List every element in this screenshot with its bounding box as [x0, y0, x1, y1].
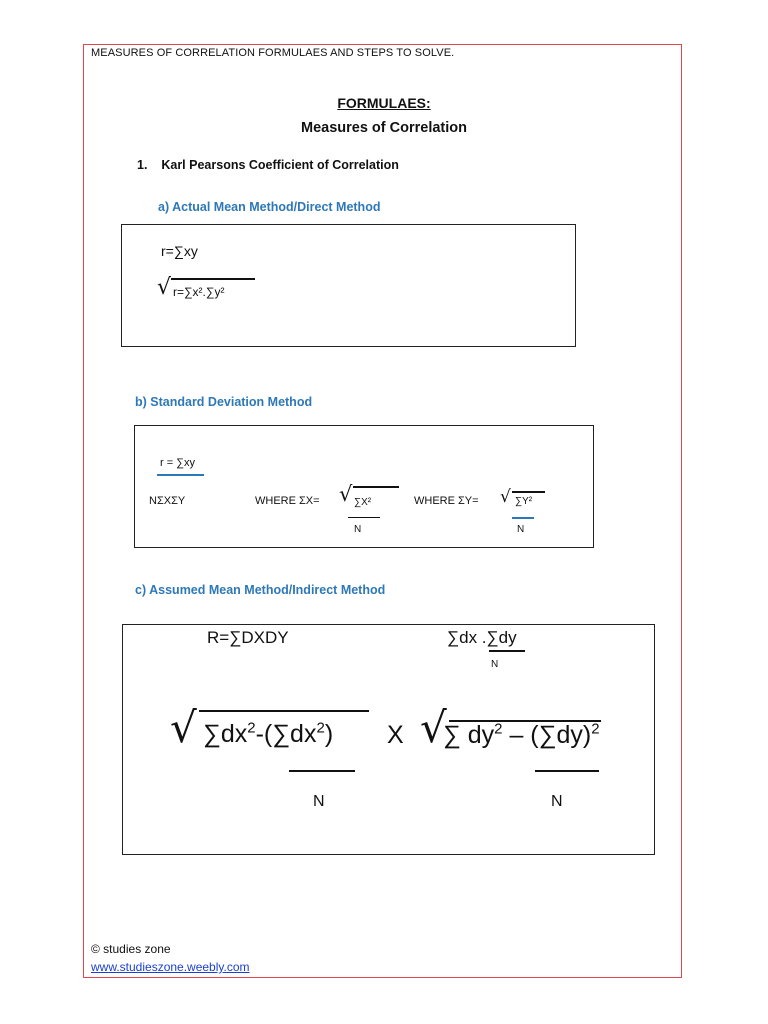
method-c-heading: c) Assumed Mean Method/Indirect Method: [135, 583, 386, 597]
method-b-formula-box: [134, 425, 594, 548]
section-1-label: Karl Pearsons Coefficient of Correlation: [161, 158, 399, 172]
sigma-y-expression: ∑Y²: [515, 496, 533, 507]
section-1-number: 1.: [137, 158, 148, 172]
method-c-formula-box: [122, 624, 655, 855]
method-a-heading: a) Actual Mean Method/Direct Method: [158, 200, 381, 214]
method-c-left-expression: $\sum dx^2-(\sum dx^2)$: [203, 719, 334, 748]
multiply-sign: X: [387, 721, 404, 749]
method-b-heading: b) Standard Deviation Method: [135, 395, 313, 409]
where-sigma-y-label: WHERE ΣY=: [414, 495, 479, 507]
sqrt-vinculum: [512, 491, 545, 493]
page-subtitle: Measures of Correlation: [301, 120, 467, 136]
method-c-right-n: N: [551, 793, 563, 810]
fraction-bar: [157, 474, 204, 476]
sqrt-symbol-icon: √: [420, 703, 447, 752]
sigma-y-n: N: [517, 524, 525, 535]
method-a-denominator: r=∑x².∑y²: [173, 285, 225, 299]
fraction-bar: [489, 650, 525, 652]
sqrt-vinculum: [171, 278, 255, 280]
page-title: FORMULAES:: [337, 95, 431, 111]
page-header: MEASURES OF CORRELATION FORMULAES AND STEPS TO SOLVE.: [91, 47, 455, 59]
method-b-numerator: r = ∑xy: [160, 457, 196, 469]
where-sigma-x-label: WHERE ΣX=: [255, 495, 320, 507]
method-c-numerator-right-n: N: [491, 659, 499, 670]
fraction-bar: [289, 770, 355, 772]
sigma-x-expression: ∑X²: [354, 497, 372, 508]
section-1-heading: [137, 158, 399, 172]
method-c-numerator-right: ∑dx .∑dy: [447, 628, 517, 647]
method-a-formula-box: [121, 224, 576, 347]
method-c-numerator: R=∑DXDY: [207, 628, 289, 647]
sqrt-vinculum: [353, 486, 399, 488]
method-c-right-expression: ∑ $dy^2 - (\sum dy)^2$: [443, 720, 600, 749]
method-a-numerator: r=∑xy: [161, 243, 198, 259]
copyright-text: © studies zone: [91, 942, 171, 956]
sqrt-symbol-icon: √: [339, 482, 353, 506]
method-c-left-n: N: [313, 793, 325, 810]
method-b-denominator: NΣXΣY: [149, 495, 186, 507]
sqrt-symbol-icon: √: [500, 487, 511, 507]
website-link[interactable]: www.studieszone.weebly.com: [91, 960, 250, 974]
sqrt-symbol-icon: √: [157, 275, 172, 300]
sqrt-symbol-icon: √: [170, 703, 197, 752]
sqrt-vinculum: [199, 710, 369, 712]
fraction-bar: [348, 517, 380, 518]
fraction-bar: [512, 517, 534, 519]
fraction-bar: [535, 770, 599, 772]
sigma-x-n: N: [354, 524, 362, 535]
